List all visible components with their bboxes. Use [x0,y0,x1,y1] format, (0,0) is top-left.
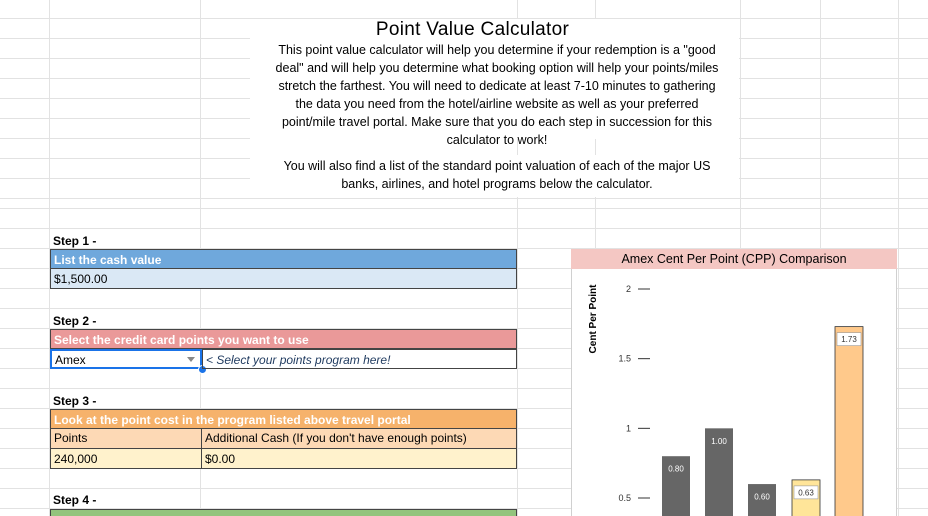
bar-label: 0.60 [754,492,770,502]
y-axis-label: Cent Per Point [588,284,599,354]
chart-title: Amex Cent Per Point (CPP) Comparison [571,249,897,269]
points-column-header: Points [50,429,202,449]
bar-label: 0.80 [668,464,684,474]
step4-header [50,509,517,516]
points-program-value: Amex [55,353,86,367]
step3-label: Step 3 - [53,394,97,408]
step2-label: Step 2 - [53,314,97,328]
points-program-select[interactable] [50,349,202,369]
page-title: Point Value Calculator [375,19,570,40]
y-tick-label: 0.5 [618,493,631,503]
intro-text-secondary: You will also find a list of the standard point valuation of each of the major US banks, airlines, and hotel programs below the calculator. [283,159,711,191]
step1-header: List the cash value [50,249,517,269]
y-tick-label: 1.5 [618,353,631,364]
y-tick-label: 2 [625,284,631,294]
bar-label: 1.00 [711,436,727,446]
bar-label: 0.63 [798,488,814,498]
select-hint: < Select your points program here! [202,349,517,369]
y-tick-label: 1 [625,423,631,434]
bar [835,327,863,516]
step3-header: Look at the point cost in the program listed above travel portal [50,409,517,429]
dropdown-arrow-icon[interactable] [187,357,195,362]
additional-cash-cell[interactable]: $0.00 [202,449,517,469]
additional-cash-column-header: Additional Cash (If you don't have enough points) [202,429,517,449]
intro-text: This point value calculator will help you determine if your redemption is a "good deal" and will help you determine what booking option will help your points/miles stretch the farthest. You will need to dedicate at least 7-10 minutes to gathering the data you need from the hotel/airline website as well as your preferred point/mile travel portal. Make sure that you do each step in succession for this calculator to work! [275,43,719,147]
chart-plot [572,269,896,516]
cash-value-cell[interactable]: $1,500.00 [50,269,517,289]
bar-label: 1.73 [841,335,857,345]
step4-label: Step 4 - [53,493,97,507]
points-cost-cell[interactable]: 240,000 [50,449,202,469]
step2-header: Select the credit card points you want to use [50,329,517,349]
step1-label: Step 1 - [53,234,97,248]
